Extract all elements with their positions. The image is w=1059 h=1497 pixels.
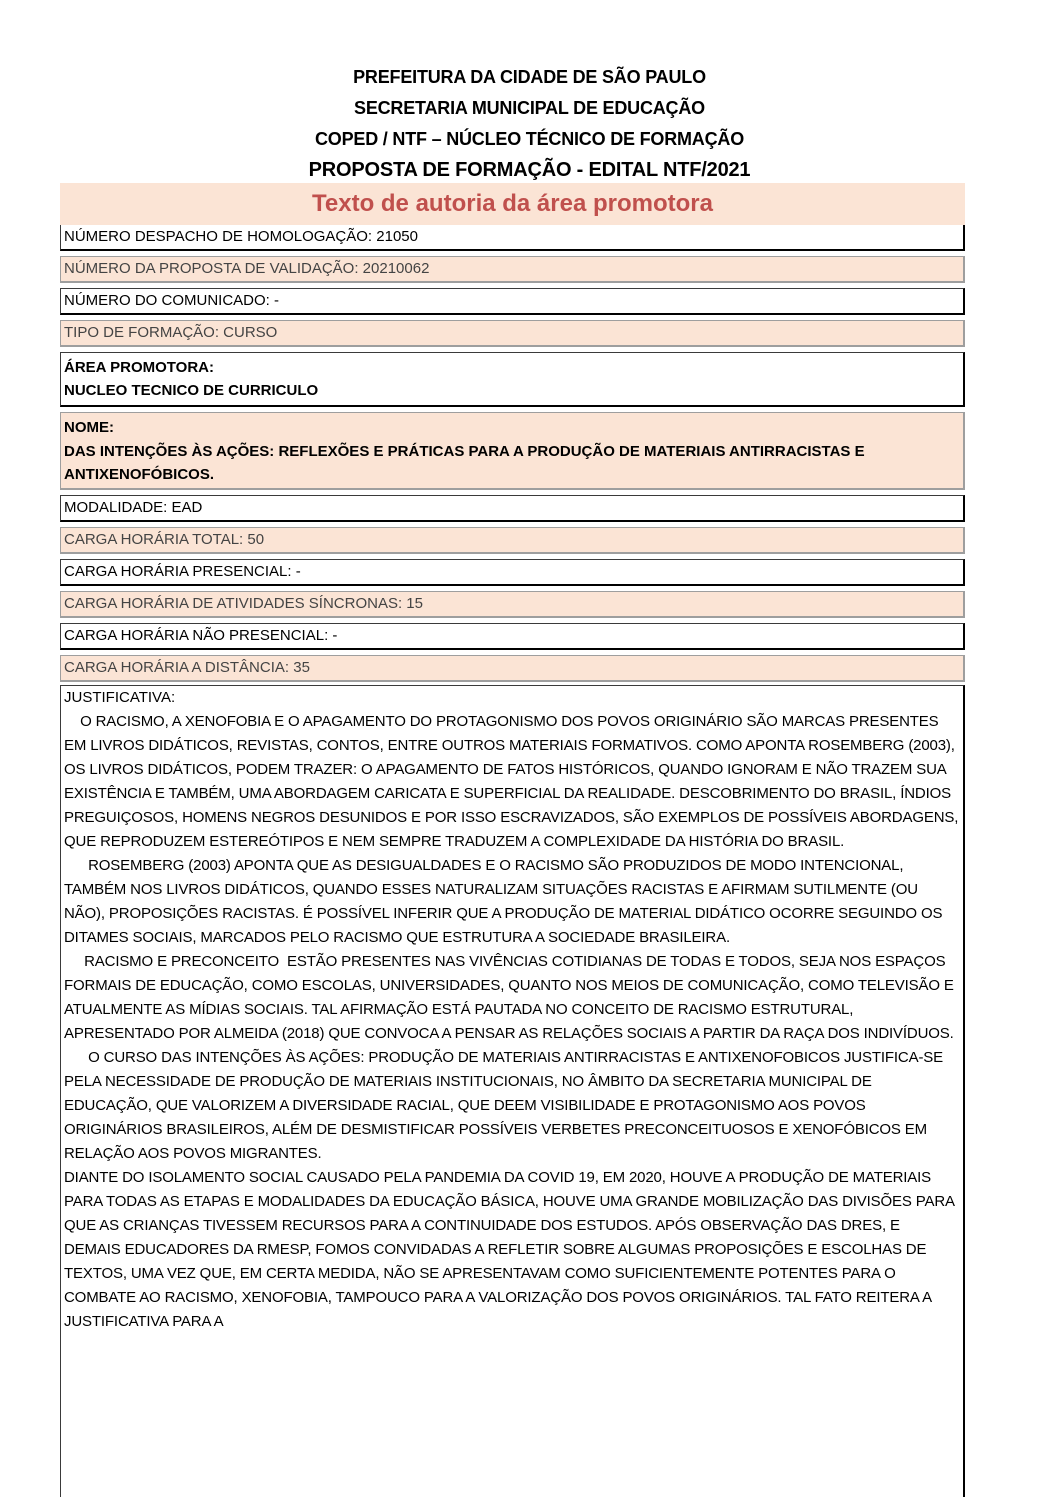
justificativa-paragraph-2: ROSEMBERG (2003) APONTA QUE AS DESIGUALDADES E O RACISMO SÃO PRODUZIDOS DE MODO INTENCIONAL, TAMBÉM NOS LIVROS DIDÁTICOS, QUANDO ESSES NATURALIZAM SITUAÇÕES RACISTAS E AFIRMAM SUTILMENTE (OU NÃO), PROPOSIÇÕES RACISTAS. É POSSÍVEL INFERIR QUE A PRODUÇÃO DE MATERIAL DIDÁTICO OCORRE SEGUINDO OS DITAMES SOCIAIS, MARCADOS PELO RACISMO QUE ESTRUTURA A SOCIEDADE BRASILEIRA.	[64, 857, 947, 946]
form-fields	[60, 225, 965, 687]
header-proposta-title: PROPOSTA DE FORMAÇÃO - EDITAL NTF/2021	[308, 159, 751, 181]
field-proposta-validacao: NÚMERO DA PROPOSTA DE VALIDAÇÃO: 20210062	[60, 256, 965, 283]
field-carga-sincronas: CARGA HORÁRIA DE ATIVIDADES SÍNCRONAS: 15	[60, 591, 965, 618]
nome-label: NOME:	[64, 419, 114, 436]
area-promotora-label: ÁREA PROMOTORA:	[64, 359, 214, 376]
justificativa-paragraph-1: O RACISMO, A XENOFOBIA E O APAGAMENTO DO PROTAGONISMO DOS POVOS ORIGINÁRIO SÃO MARCAS PRESENTES EM LIVROS DIDÁTICOS, REVISTAS, CONTOS, ENTRE OUTROS MATERIAIS FORMATIVOS. COMO APONTA ROSEMBERG (2003), OS LIVROS DIDÁTICOS, PODEM TRAZER: O APAGAMENTO DE FATOS HISTÓRICOS, QUANDO IGNORAM E NÃO TRAZEM SUA EXISTÊNCIA E TAMBÉM, UMA ABORDAGEM CARICATA E SUPERFICIAL DA REALIDADE. DESCOBRIMENTO DO BRASIL, ÍNDIOS PREGUIÇOSOS, HOMENS NEGROS DESUNIDOS E POR ISSO ESCRAVIZADOS, SÃO EXEMPLOS DE POSSÍVEIS ABORDAGENS, QUE REPRODUZEM ESTEREÓTIPOS E NEM SEMPRE TRADUZEM A COMPLEXIDADE DA HISTÓRIA DO BRASIL.	[64, 713, 963, 850]
justificativa-paragraph-3: RACISMO E PRECONCEITO ESTÃO PRESENTES NAS VIVÊNCIAS COTIDIANAS DE TODAS E TODOS, SEJA NOS ESPAÇOS FORMAIS DE EDUCAÇÃO, COMO ESCOLAS, UNIVERSIDADES, QUANTO NOS MEIOS DE COMUNICAÇÃO, COMO TELEVISÃO E ATUALMENTE AS MÍDIAS SOCIAIS. TAL AFIRMAÇÃO ESTÁ PAUTADA NO CONCEITO DE RACISMO ESTRUTURAL, APRESENTADO POR ALMEIDA (2018) QUE CONVOCA A PENSAR AS RELAÇÕES SOCIAIS A PARTIR DA RAÇA DOS INDIVÍDUOS.	[64, 953, 957, 1042]
field-comunicado: NÚMERO DO COMUNICADO: -	[60, 288, 965, 315]
justificativa-label: JUSTIFICATIVA:	[64, 689, 176, 706]
area-promotora-value: NUCLEO TECNICO DE CURRICULO	[64, 382, 319, 399]
header-coped: COPED / NTF – NÚCLEO TÉCNICO DE FORMAÇÃO	[314, 129, 744, 149]
header-secretaria: SECRETARIA MUNICIPAL DE EDUCAÇÃO	[354, 98, 705, 118]
justificativa-paragraph-4: O CURSO DAS INTENÇÕES ÀS AÇÕES: PRODUÇÃO DE MATERIAIS ANTIRRACISTAS E ANTIXENOFOBICOS JUSTIFICA-SE PELA NECESSIDADE DE PRODUÇÃO DE MATERIAIS INSTITUCIONAIS, NO ÂMBITO DA SECRETARIA MUNICIPAL DE EDUCAÇÃO, QUE VALORIZEM A DIVERSIDADE RACIAL, QUE DEEM VISIBILIDADE E PROTAGONISMO AOS POVOS ORIGINÁRIOS BRASILEIROS, ALÉM DE DESMISTIFICAR POSSÍVEIS VERBETES PRECONCEITUOSOS E XENOFÓBICOS EM RELAÇÃO AOS POVOS MIGRANTES.	[64, 1049, 948, 1162]
nome-value: DAS INTENÇÕES ÀS AÇÕES: REFLEXÕES E PRÁTICAS PARA A PRODUÇÃO DE MATERIAIS ANTIRRACISTAS E ANTIXENOFÓBICOS.	[64, 442, 865, 483]
field-carga-presencial: CARGA HORÁRIA PRESENCIAL: -	[60, 559, 965, 586]
field-modalidade: MODALIDADE: EAD	[60, 495, 965, 522]
document-header	[0, 62, 1059, 185]
field-nome	[60, 412, 965, 490]
field-carga-distancia: CARGA HORÁRIA A DISTÂNCIA: 35	[60, 655, 965, 682]
field-carga-total: CARGA HORÁRIA TOTAL: 50	[60, 527, 965, 554]
authorship-banner: Texto de autoria da área promotora	[60, 183, 965, 225]
header-prefeitura: PREFEITURA DA CIDADE DE SÃO PAULO	[353, 67, 706, 87]
field-tipo-formacao: TIPO DE FORMAÇÃO: CURSO	[60, 320, 965, 347]
field-despacho-homologacao: NÚMERO DESPACHO DE HOMOLOGAÇÃO: 21050	[60, 225, 965, 251]
field-carga-nao-presencial: CARGA HORÁRIA NÃO PRESENCIAL: -	[60, 623, 965, 650]
field-area-promotora	[60, 352, 965, 407]
justificativa-paragraph-5: DIANTE DO ISOLAMENTO SOCIAL CAUSADO PELA PANDEMIA DA COVID 19, EM 2020, HOUVE A PRODUÇÃO DE MATERIAIS PARA TODAS AS ETAPAS E MODALIDADES DA EDUCAÇÃO BÁSICA, HOUVE UMA GRANDE MOBILIZAÇÃO DAS DIVISÕES PARA QUE AS CRIANÇAS TIVESSEM RECURSOS PARA A CONTINUIDADE DOS ESTUDOS. APÓS OBSERVAÇÃO DAS DRES, E DEMAIS EDUCADORES DA RMESP, FOMOS CONVIDADAS A REFLETIR SOBRE ALGUMAS PROPOSIÇÕES E ESCOLHAS DE TEXTOS, UMA VEZ QUE, EM CERTA MEDIDA, NÃO SE APRESENTAVAM COMO SUFICIENTEMENTE POTENTES PARA O COMBATE AO RACISMO, XENOFOBIA, TAMPOUCO PARA A VALORIZAÇÃO DOS POVOS ORIGINÁRIOS. TAL FATO REITERA A JUSTIFICATIVA PARA A	[64, 1169, 959, 1330]
justificativa-section	[60, 685, 965, 1497]
